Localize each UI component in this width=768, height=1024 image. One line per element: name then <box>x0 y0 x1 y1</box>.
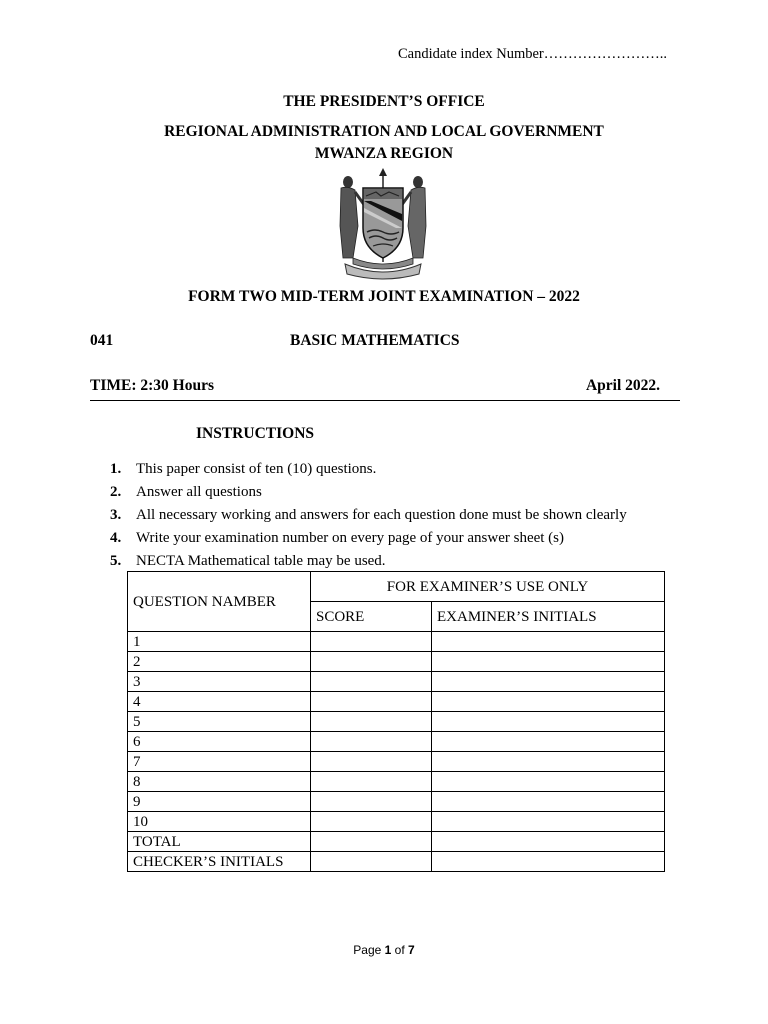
initials-cell[interactable] <box>432 692 665 712</box>
table-row <box>128 852 665 872</box>
score-cell[interactable] <box>311 632 432 652</box>
ralg-title: REGIONAL ADMINISTRATION AND LOCAL GOVERNMENT <box>164 123 604 140</box>
question-label: 9 <box>128 792 311 812</box>
examiner-use-header: FOR EXAMINER’S USE ONLY <box>311 572 665 602</box>
instruction-item <box>110 481 627 504</box>
question-label: 7 <box>128 752 311 772</box>
instructions-list <box>110 458 627 573</box>
instruction-text: Write your examination number on every page of your answer sheet (s) <box>136 530 564 546</box>
table-row <box>128 832 665 852</box>
table-row <box>128 772 665 792</box>
question-label: 10 <box>128 812 311 832</box>
table-row <box>128 792 665 812</box>
instruction-number: 4. <box>110 530 122 546</box>
instruction-number: 5. <box>110 553 122 569</box>
instruction-item <box>110 550 627 573</box>
score-cell[interactable] <box>311 692 432 712</box>
exam-title: FORM TWO MID-TERM JOINT EXAMINATION – 2022 <box>188 288 580 305</box>
region-title: MWANZA REGION <box>314 145 454 162</box>
table-row <box>128 712 665 732</box>
initials-cell[interactable] <box>432 812 665 832</box>
instruction-item <box>110 527 627 550</box>
score-cell[interactable] <box>311 712 432 732</box>
checker-initials-cell[interactable] <box>432 852 665 872</box>
question-label: 6 <box>128 732 311 752</box>
header-divider <box>90 400 680 401</box>
office-title: THE PRESIDENT’S OFFICE <box>283 93 485 110</box>
page-prefix: Page <box>353 943 385 957</box>
initials-cell[interactable] <box>432 632 665 652</box>
initials-cell[interactable] <box>432 772 665 792</box>
page-total: 7 <box>408 943 415 957</box>
total-initials-cell[interactable] <box>432 832 665 852</box>
table-row <box>128 652 665 672</box>
subject-code: 041 <box>90 332 114 349</box>
examiner-score-table <box>127 571 665 872</box>
initials-cell[interactable] <box>432 752 665 772</box>
instruction-number: 3. <box>110 507 122 523</box>
instruction-text: Answer all questions <box>136 484 262 500</box>
table-row <box>128 672 665 692</box>
instruction-text: NECTA Mathematical table may be used. <box>136 553 386 569</box>
initials-cell[interactable] <box>432 652 665 672</box>
exam-duration: TIME: 2:30 Hours <box>90 377 214 394</box>
score-cell[interactable] <box>311 812 432 832</box>
table-row <box>128 812 665 832</box>
score-cell[interactable] <box>311 652 432 672</box>
question-label: 5 <box>128 712 311 732</box>
score-cell[interactable] <box>311 672 432 692</box>
checker-initials-label: CHECKER’S INITIALS <box>128 852 311 872</box>
initials-column-header: EXAMINER’S INITIALS <box>432 602 665 632</box>
instruction-text: All necessary working and answers for each question done must be shown clearly <box>136 507 627 523</box>
score-cell[interactable] <box>311 732 432 752</box>
score-column-header: SCORE <box>311 602 432 632</box>
instruction-number: 2. <box>110 484 122 500</box>
exam-date: April 2022. <box>585 377 660 394</box>
page-number: 1 <box>384 943 392 957</box>
table-row <box>128 732 665 752</box>
page-separator: of <box>391 943 409 957</box>
checker-score-cell[interactable] <box>311 852 432 872</box>
question-label: 1 <box>128 632 311 652</box>
total-score-cell[interactable] <box>311 832 432 852</box>
instruction-item <box>110 504 627 527</box>
table-row <box>128 752 665 772</box>
subject-name: BASIC MATHEMATICS <box>290 332 460 349</box>
question-label: 4 <box>128 692 311 712</box>
instructions-heading: INSTRUCTIONS <box>196 425 315 442</box>
initials-cell[interactable] <box>432 792 665 812</box>
table-row <box>128 632 665 652</box>
score-cell[interactable] <box>311 792 432 812</box>
initials-cell[interactable] <box>432 732 665 752</box>
page-footer <box>0 943 768 957</box>
question-column-header: QUESTION NAMBER <box>128 572 311 632</box>
table-row <box>128 692 665 712</box>
instruction-text: This paper consist of ten (10) questions. <box>136 461 377 477</box>
coat-of-arms-icon <box>331 166 435 282</box>
score-cell[interactable] <box>311 772 432 792</box>
score-cell[interactable] <box>311 752 432 772</box>
initials-cell[interactable] <box>432 672 665 692</box>
question-label: 3 <box>128 672 311 692</box>
question-label: 8 <box>128 772 311 792</box>
candidate-index-number: Candidate index Number…………………….. <box>398 46 668 62</box>
question-label: 2 <box>128 652 311 672</box>
instruction-number: 1. <box>110 461 122 477</box>
total-label: TOTAL <box>128 832 311 852</box>
initials-cell[interactable] <box>432 712 665 732</box>
instruction-item <box>110 458 627 481</box>
